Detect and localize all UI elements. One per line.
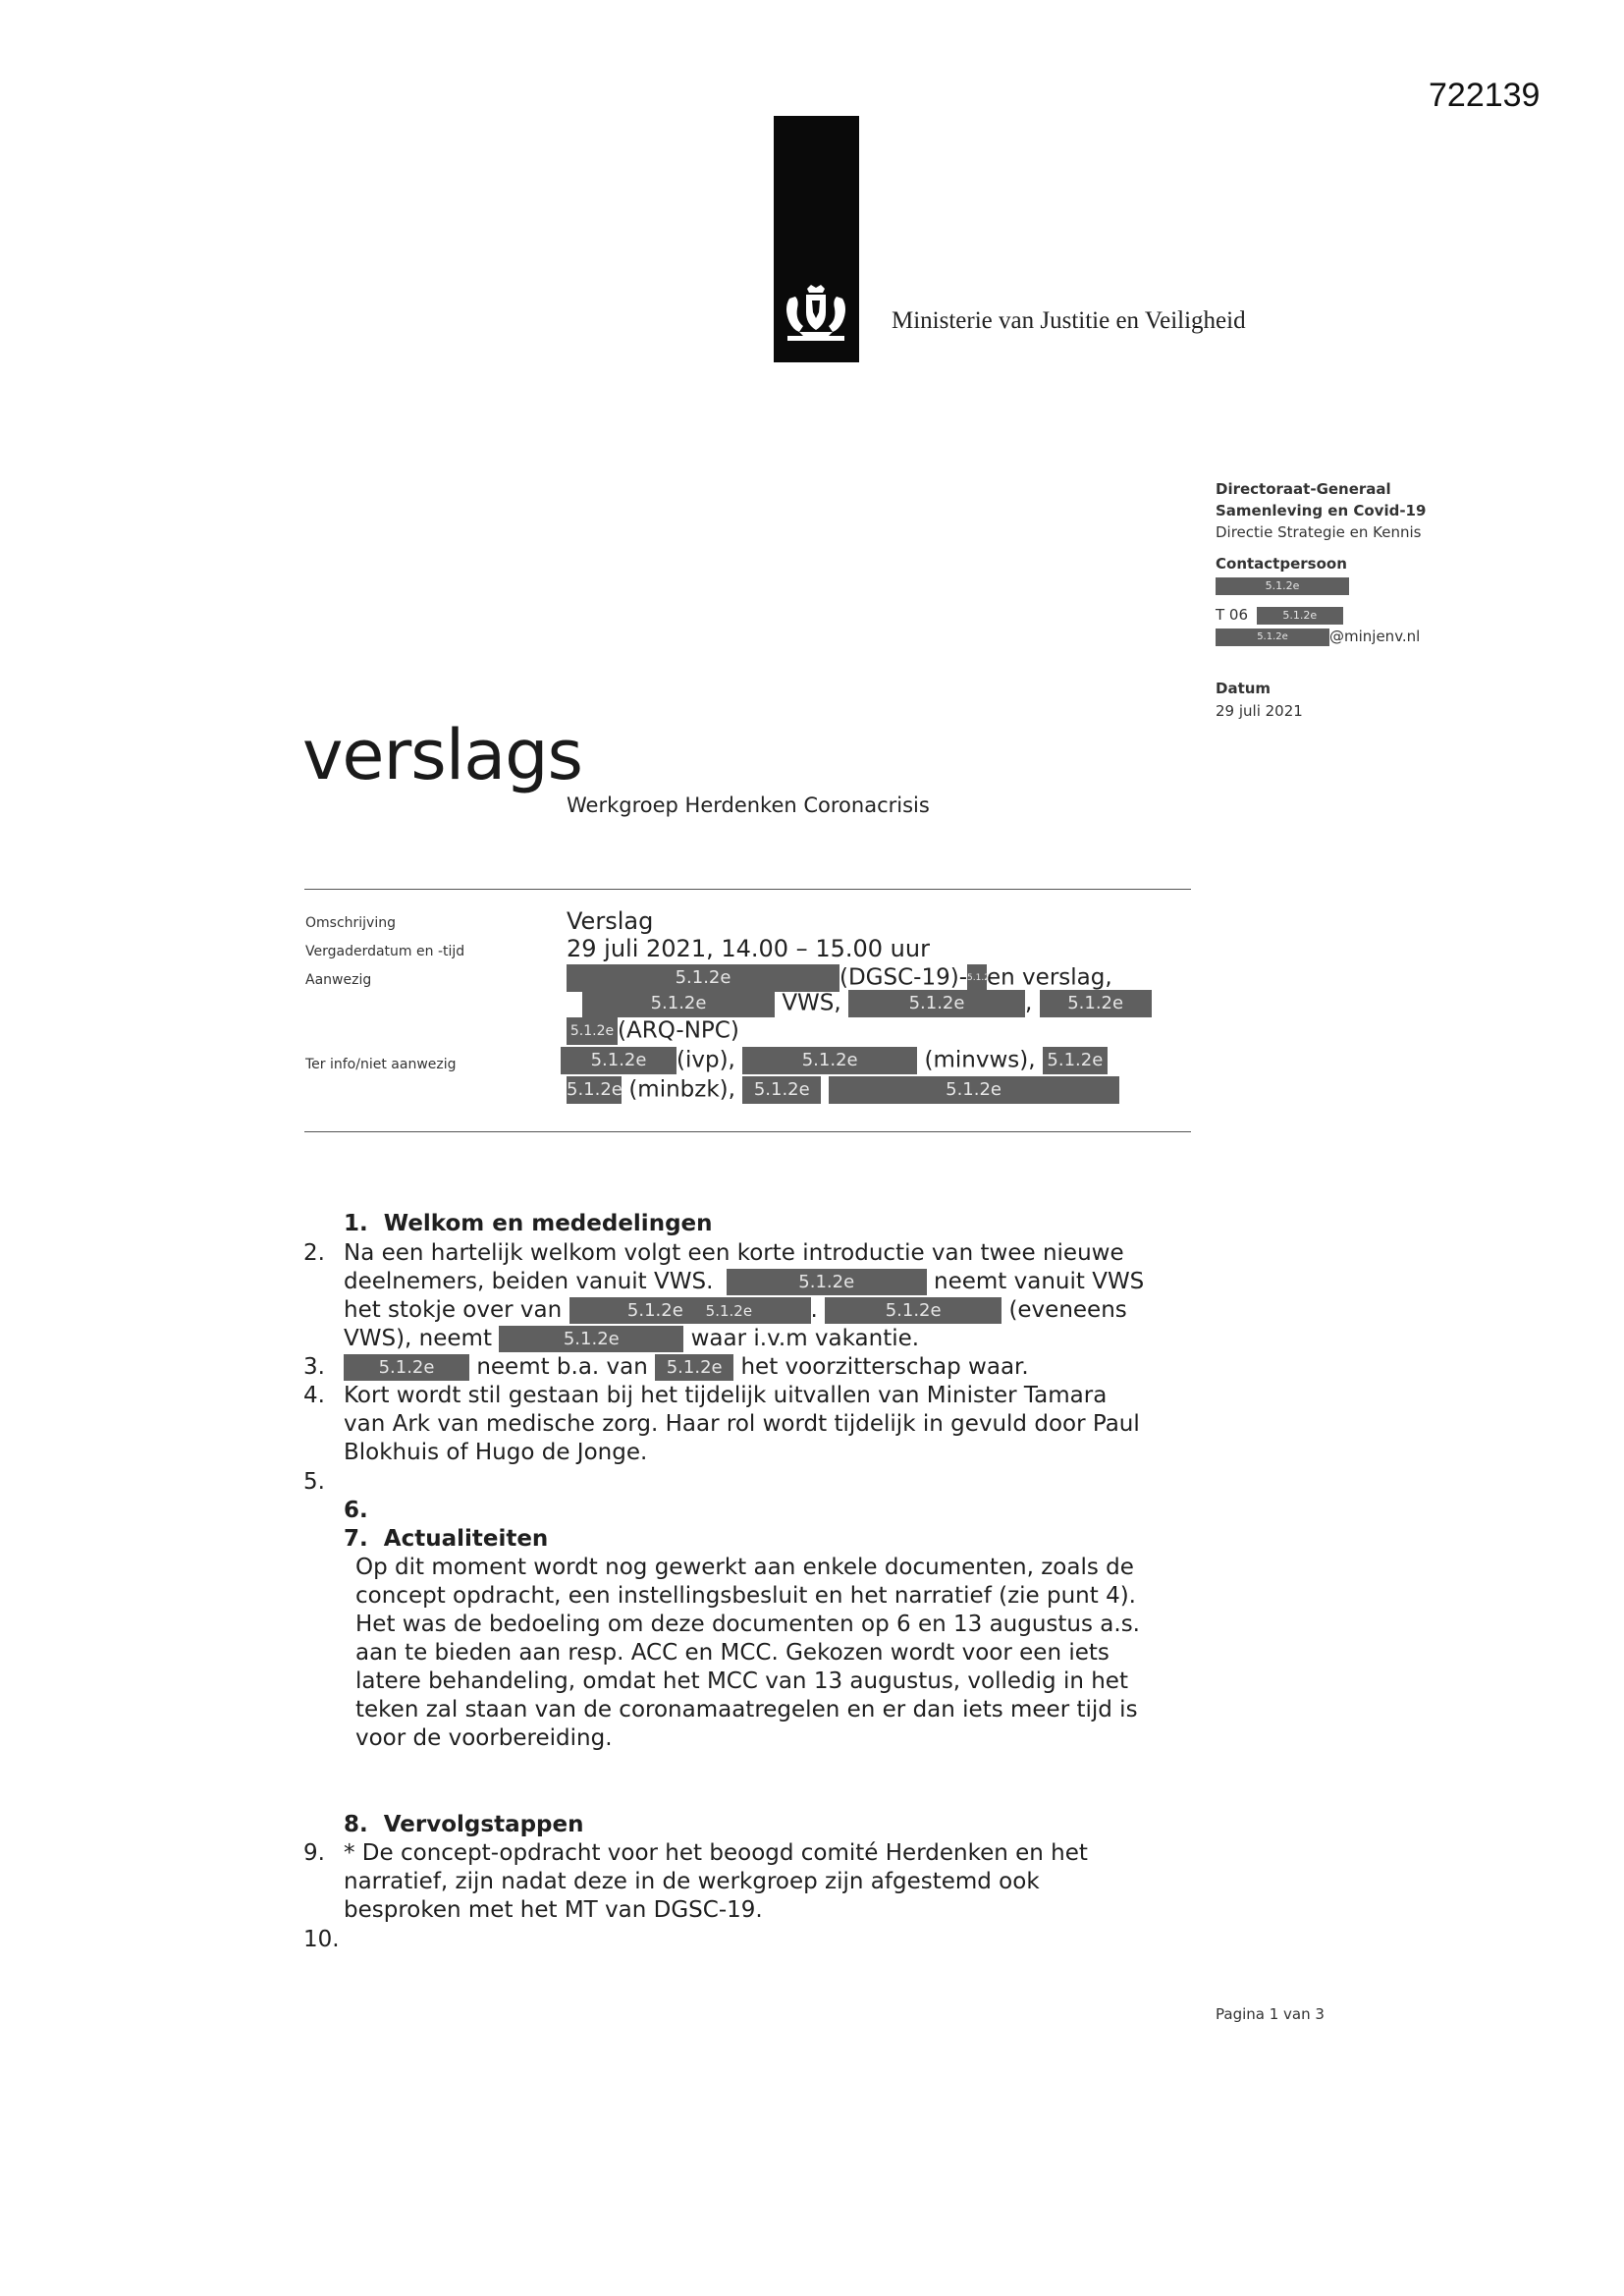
redaction: 5.1.2e — [561, 1047, 677, 1074]
text-line: * De concept-opdracht voor het beoogd comité Herdenken en het — [344, 1840, 1088, 1866]
document-id: 722139 — [1429, 77, 1541, 114]
meeting-date-label: Vergaderdatum en -tijd — [305, 944, 465, 959]
redaction: 5.1.2e — [582, 990, 775, 1017]
redaction: 5.1.2e — [825, 1297, 1001, 1324]
text-line: Blokhuis of Hugo de Jonge. — [344, 1440, 648, 1465]
contact-phone: T 06 5.1.2e — [1216, 604, 1343, 626]
info-row-1: 5.1.2e (ivp), 5.1.2e (minvws), 5.1.2e — [567, 1047, 1108, 1076]
directorate-line-1: Directoraat-Generaal — [1216, 480, 1391, 498]
page-number: Pagina 1 van 3 — [1216, 2005, 1325, 2023]
divider-bottom — [304, 1131, 1191, 1132]
coat-of-arms-icon — [778, 283, 854, 346]
list-number: 4. — [303, 1383, 325, 1408]
list-number: 2. — [303, 1240, 325, 1266]
present-row-3: 5.1.2e (ARQ-NPC) — [567, 1017, 739, 1047]
list-number: 6. — [344, 1498, 368, 1523]
redaction: 5.1.2e — [567, 1076, 622, 1104]
omschrijving-label: Omschrijving — [305, 915, 396, 931]
present-row-1: 5.1.2e (DGSC-19)-5.1.2een verslag, — [567, 964, 1112, 994]
redaction: 5.1.2e — [848, 990, 1025, 1017]
text-line: van Ark van medische zorg. Haar rol wordt tijdelijk in gevuld door Paul — [344, 1411, 1140, 1437]
redaction: 5.1.2e — [829, 1076, 1119, 1104]
text-line: 5.1.2e neemt b.a. van 5.1.2e het voorzitterschap waar. — [344, 1354, 1029, 1381]
text-line: narratief, zijn nadat deze in de werkgroep zijn afgestemd ook — [344, 1869, 1040, 1894]
text-line: Na een hartelijk welkom volgt een korte introductie van twee nieuwe — [344, 1240, 1124, 1266]
list-number: 9. — [303, 1840, 325, 1866]
division-name: Directie Strategie en Kennis — [1216, 523, 1422, 541]
paragraph-line: concept opdracht, een instellingsbesluit en het narratief (zie punt 4). — [355, 1583, 1136, 1609]
paragraph-line: teken zal staan van de coronamaatregelen en er dan iets meer tijd is — [355, 1697, 1138, 1722]
present-row-2: 5.1.2e VWS, 5.1.2e , 5.1.2e — [567, 990, 1152, 1019]
redaction: 5.1.2e — [1040, 990, 1152, 1017]
list-number: 5. — [303, 1469, 325, 1495]
redaction: 5.1.2e — [499, 1326, 683, 1352]
contact-label: Contactpersoon — [1216, 555, 1347, 573]
page-subtitle: Werkgroep Herdenken Coronacrisis — [567, 793, 930, 817]
redaction: 5.1.2e — [655, 1354, 733, 1381]
redaction: 5.1.2e — [742, 1076, 821, 1104]
directorate-line-2: Samenleving en Covid-19 — [1216, 502, 1427, 519]
text-line: besproken met het MT van DGSC-19. — [344, 1897, 763, 1923]
list-number: 3. — [303, 1354, 325, 1380]
paragraph-line: aan te bieden aan resp. ACC en MCC. Gekozen wordt voor een iets — [355, 1640, 1110, 1666]
info-row-2: 5.1.2e (minbzk), 5.1.2e 5.1.2e — [567, 1076, 1119, 1106]
ministry-name: Ministerie van Justitie en Veiligheid — [892, 307, 1246, 334]
text-line: Kort wordt stil gestaan bij het tijdelijk uitvallen van Minister Tamara — [344, 1383, 1108, 1408]
section-heading-vervolgstappen: 8. Vervolgstappen — [344, 1812, 584, 1837]
paragraph-line: Op dit moment wordt nog gewerkt aan enkele documenten, zoals de — [355, 1555, 1134, 1580]
paragraph-line: voor de voorbereiding. — [355, 1725, 613, 1751]
redaction: 5.1.2e — [567, 964, 839, 992]
text-line: deelnemers, beiden vanuit VWS. 5.1.2e neemt vanuit VWS — [344, 1269, 1145, 1294]
text-line: het stokje over van 5.1.2e 5.1.2e . 5.1.2e (eveneens — [344, 1297, 1127, 1323]
paragraph-line: latere behandeling, omdat het MCC van 13 augustus, volledig in het — [355, 1668, 1128, 1694]
redaction: 5.1.2e — [344, 1354, 469, 1381]
list-number: 10. — [303, 1927, 340, 1952]
info-label: Ter info/niet aanwezig — [305, 1057, 457, 1072]
redaction: 5.1.2e — [567, 1017, 618, 1045]
divider-top — [304, 889, 1191, 890]
section-heading-actualiteiten: 7. Actualiteiten — [344, 1526, 549, 1552]
omschrijving-value: Verslag — [567, 907, 654, 935]
redaction: 5.1.2e — [1043, 1047, 1108, 1074]
meeting-date-value: 29 juli 2021, 14.00 – 15.00 uur — [567, 935, 930, 962]
date-value: 29 juli 2021 — [1216, 702, 1303, 720]
text-line: VWS), neemt 5.1.2e waar i.v.m vakantie. — [344, 1326, 920, 1351]
redaction: 5.1.2e — [967, 964, 987, 992]
contact-email: 5.1.2e @minjenv.nl — [1216, 626, 1420, 647]
present-label: Aanwezig — [305, 972, 372, 988]
redaction: 5.1.2e 5.1.2e — [569, 1297, 811, 1324]
page-title: verslags — [302, 715, 582, 795]
date-label: Datum — [1216, 680, 1272, 697]
paragraph-line: Het was de bedoeling om deze documenten op 6 en 13 augustus a.s. — [355, 1612, 1140, 1637]
section-heading-welkom: 1. Welkom en mededelingen — [344, 1211, 713, 1236]
redaction: 5.1.2e — [727, 1269, 927, 1295]
redaction: 5.1.2e — [742, 1047, 917, 1074]
contact-name-redaction: 5.1.2e — [1216, 574, 1349, 596]
